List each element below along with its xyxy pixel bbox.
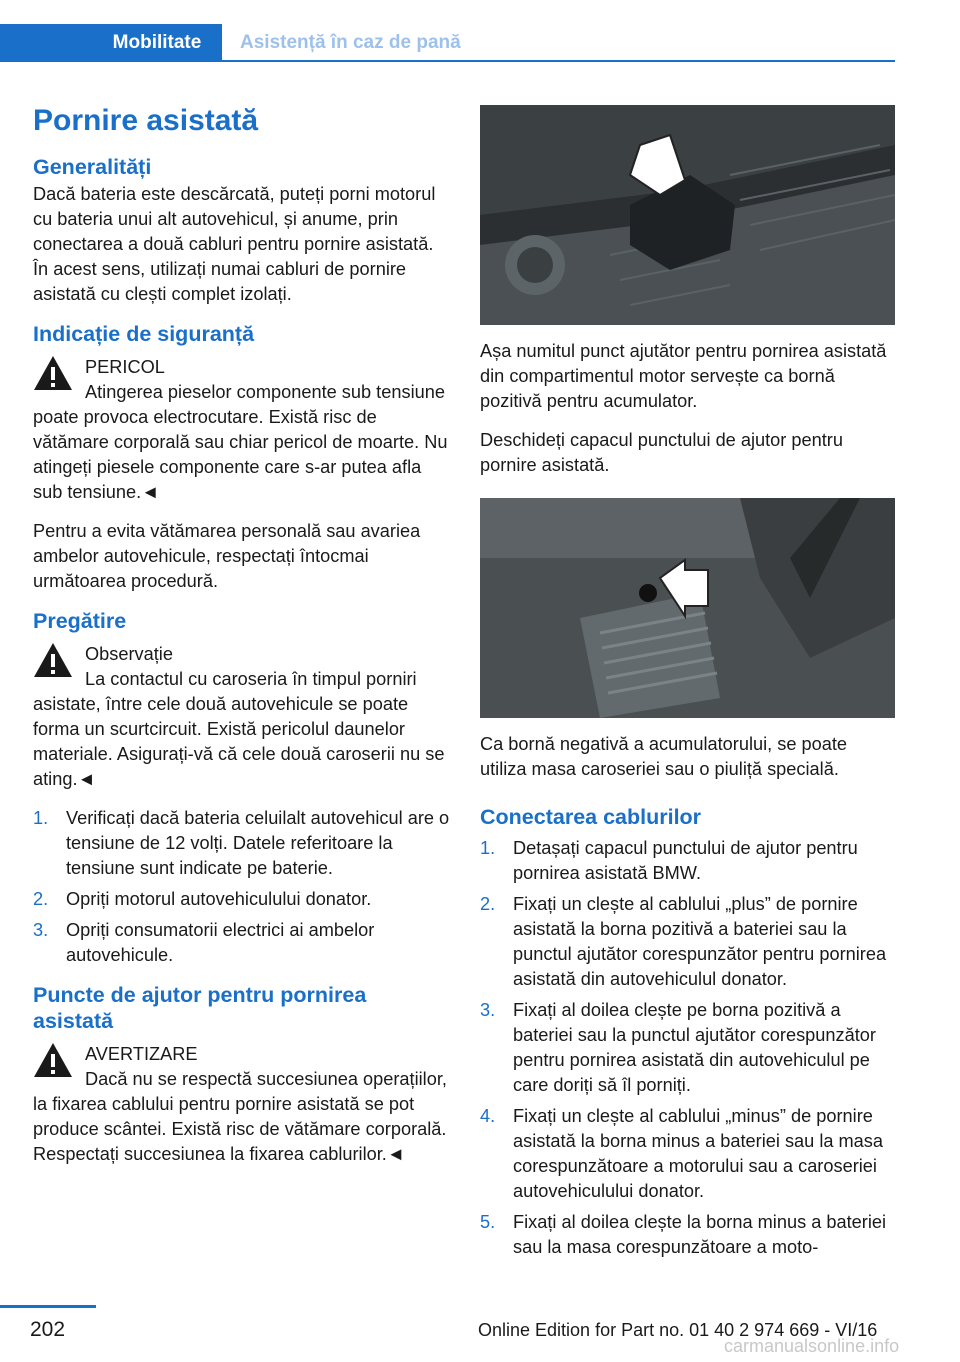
preparation-steps	[33, 806, 451, 968]
right-column	[480, 105, 898, 1274]
header-accent-block	[0, 24, 92, 62]
connect-steps	[480, 836, 898, 1260]
engine-bay-photo	[480, 105, 895, 325]
preparation-note	[33, 642, 451, 792]
header-rule	[222, 60, 895, 62]
warning-label: AVERTIZARE	[85, 1044, 198, 1064]
warning-text: Dacă nu se respectă succesiunea operațiilor, la fixarea cablului pentru pornire asistată se pot produce scântei. Există risc de vătămare corporală. Respectați succesiunea la fixarea cablurilor.◄	[33, 1069, 447, 1164]
breadcrumb[interactable]: Asistență în caz de pană	[240, 32, 461, 53]
left-column	[33, 100, 451, 1181]
list-item: 3. Fixați al doilea clește pe borna pozitivă a bateriei sau la punctul ajutător corespunzător pentru pornirea asistată din autovehiculul pe care doriți să îl porniți.	[480, 1000, 876, 1095]
points-heading: Puncte de ajutor pentru pornirea asistată	[33, 983, 367, 1033]
safety-heading: Indicație de siguranță	[33, 322, 255, 346]
watermark: carmanualsonline.info	[724, 1336, 900, 1356]
warning-triangle-icon	[33, 642, 73, 678]
preparation-heading: Pregătire	[33, 609, 127, 633]
safety-text: Pentru a evita vătămarea personală sau avariea ambelor autovehicule, respectați întocmai următoarea procedură.	[33, 521, 421, 591]
general-text: Dacă bateria este descărcată, puteți porni motorul cu bateria unui alt autovehicul, și anume, prin conectarea a două cabluri pentru pornire asistată. În acest sens, utilizați numai cabluri de pornire asistată cu clești complet izolați.	[33, 184, 436, 304]
photo1-caption: Așa numitul punct ajutător pentru pornirea asistată din compartimentul motor servește ca bornă pozitivă pentru acumulator.	[480, 341, 887, 411]
photo2-caption: Ca bornă negativă a acumulatorului, se poate utiliza masa caroseriei sau o piuliță specială.	[480, 734, 848, 779]
points-warning	[33, 1042, 451, 1167]
page-number: 202	[30, 1318, 66, 1341]
list-item: 3. Opriți consumatorii electrici ai ambelor autovehicule.	[33, 920, 375, 965]
engine-ground-nut-image	[480, 498, 895, 718]
danger-warning	[33, 355, 451, 505]
list-item: 2. Fixați un clește al cablului „plus” de pornire asistată la borna pozitivă a bateriei sau la punctul ajutător corespunzător pentru pornirea asistată din autovehiculul donator.	[480, 894, 887, 989]
engine-ground-photo	[480, 498, 895, 718]
list-item: 2. Opriți motorul autovehiculului donator.	[33, 889, 372, 909]
edition-info: Online Edition for Part no. 01 40 2 974 669 - VI/16	[478, 1320, 878, 1340]
warning-triangle-icon	[33, 355, 73, 391]
warning-triangle-icon	[33, 1042, 73, 1078]
general-heading: Generalități	[33, 155, 152, 179]
engine-bay-positive-terminal-image	[480, 105, 895, 325]
warning-label: PERICOL	[85, 357, 165, 377]
note-label: Observație	[85, 644, 173, 664]
note-text: La contactul cu caroseria în timpul porniri asistate, între cele două autovehicule se poate forma un scurtcircuit. Există pericolul daunelor materiale. Asigurați-vă că cele două caroserii nu se ating.◄	[33, 669, 445, 789]
footer-rule	[0, 1305, 96, 1308]
list-item: 1. Detașați capacul punctului de ajutor pentru pornirea asistată BMW.	[480, 838, 858, 883]
list-item: 1. Verificați dacă bateria celuilalt autovehicul are o tensiune de 12 volți. Datele referitoare la tensiune sunt indicate pe baterie.	[33, 808, 450, 878]
section-tab[interactable]: Mobilitate	[92, 24, 222, 62]
warning-text: Atingerea pieselor componente sub tensiune poate provoca electrocutare. Există risc de vătămare corporală sau chiar pericol de moarte. Nu atingeți piesele componente care s-ar putea afla sub tensiune.◄	[33, 382, 448, 502]
photo1-text: Deschideți capacul punctului de ajutor pentru pornire asistată.	[480, 430, 843, 475]
connect-heading: Conectarea cablurilor	[480, 805, 702, 829]
list-item: 4. Fixați un clește al cablului „minus” de pornire asistată la borna minus a bateriei sau la masa corespunzătoare a motorului sau a caroseriei autovehiculului donator.	[480, 1106, 884, 1201]
page-header	[0, 0, 960, 64]
page-title: Pornire asistată	[33, 104, 259, 137]
list-item: 5. Fixați al doilea clește la borna minus a bateriei sau la masa corespunzătoare a moto-	[480, 1212, 887, 1257]
